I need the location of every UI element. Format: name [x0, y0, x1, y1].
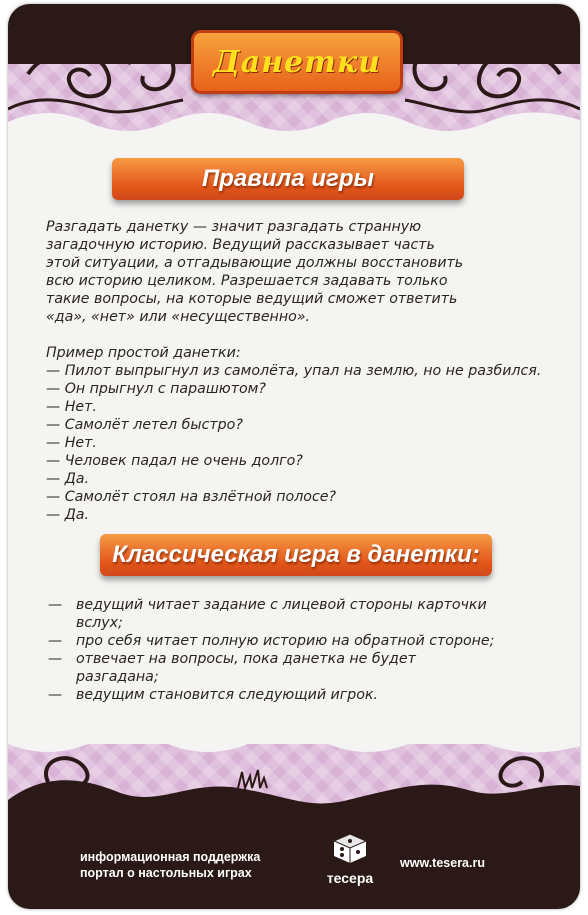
support-line: портал о настольных играх: [80, 866, 252, 880]
example-line: — Нет.: [46, 399, 97, 415]
list-line: ведущим становится следующий игрок.: [76, 687, 378, 703]
example-line: — Самолёт стоял на взлётной полосе?: [46, 489, 337, 505]
rules-intro: [46, 218, 566, 326]
card: [8, 4, 580, 909]
list-line: вслух;: [76, 615, 123, 631]
example-line: — Да.: [46, 471, 89, 487]
classic-heading-bar: [100, 534, 492, 576]
footer-support-text: [80, 849, 260, 881]
tesera-brand: [315, 832, 385, 886]
rules-example: [46, 344, 566, 524]
example-line: — Да.: [46, 507, 89, 523]
list-item: [48, 596, 568, 632]
list-dash: —: [48, 633, 63, 649]
example-line: Пример простой данетки:: [46, 345, 241, 361]
list-line: ведущий читает задание с лицевой стороны карточки: [76, 597, 487, 613]
list-dash: —: [48, 687, 63, 703]
example-line: — Человек падал не очень долго?: [46, 453, 303, 469]
list-line: про себя читает полную историю на обратной стороне;: [76, 633, 495, 649]
logo-text: Данетки: [213, 44, 381, 80]
support-line: информационная поддержка: [80, 850, 261, 864]
list-dash: —: [48, 651, 63, 667]
example-line: — Пилот выпрыгнул из самолёта, упал на землю, но не разбился.: [46, 363, 542, 379]
brand-name: тесера: [326, 870, 374, 886]
intro-line: всю историю целиком. Разрешается задавать только: [46, 273, 448, 289]
dice-icon: [330, 832, 370, 864]
bottom-ornament: [8, 730, 580, 820]
example-line: — Нет.: [46, 435, 97, 451]
intro-line: «да», «нет» или «несущественно».: [46, 309, 311, 325]
list-item: [48, 650, 568, 686]
intro-line: загадочную историю. Ведущий рассказывает часть: [46, 237, 435, 253]
logo-plate: [191, 30, 403, 94]
intro-line: Разгадать данетку — значит разгадать странную: [46, 219, 422, 235]
rules-heading: Правила игры: [202, 165, 374, 192]
classic-list: [48, 596, 568, 704]
example-line: — Он прыгнул с парашютом?: [46, 381, 266, 397]
list-dash: —: [48, 597, 63, 613]
intro-line: этой ситуации, а отгадывающие должны восстановить: [46, 255, 464, 271]
rules-text: [46, 218, 566, 524]
list-line: разгадана;: [76, 669, 159, 685]
list-item: [48, 632, 568, 650]
list-item: [48, 686, 568, 704]
example-line: — Самолёт летел быстро?: [46, 417, 243, 433]
footer-url[interactable]: www.tesera.ru: [400, 856, 485, 870]
classic-heading: Классическая игра в данетки:: [112, 541, 480, 568]
list-line: отвечает на вопросы, пока данетка не будет: [76, 651, 416, 667]
rules-heading-bar: [112, 158, 464, 200]
intro-line: такие вопросы, на которые ведущий сможет ответить: [46, 291, 458, 307]
